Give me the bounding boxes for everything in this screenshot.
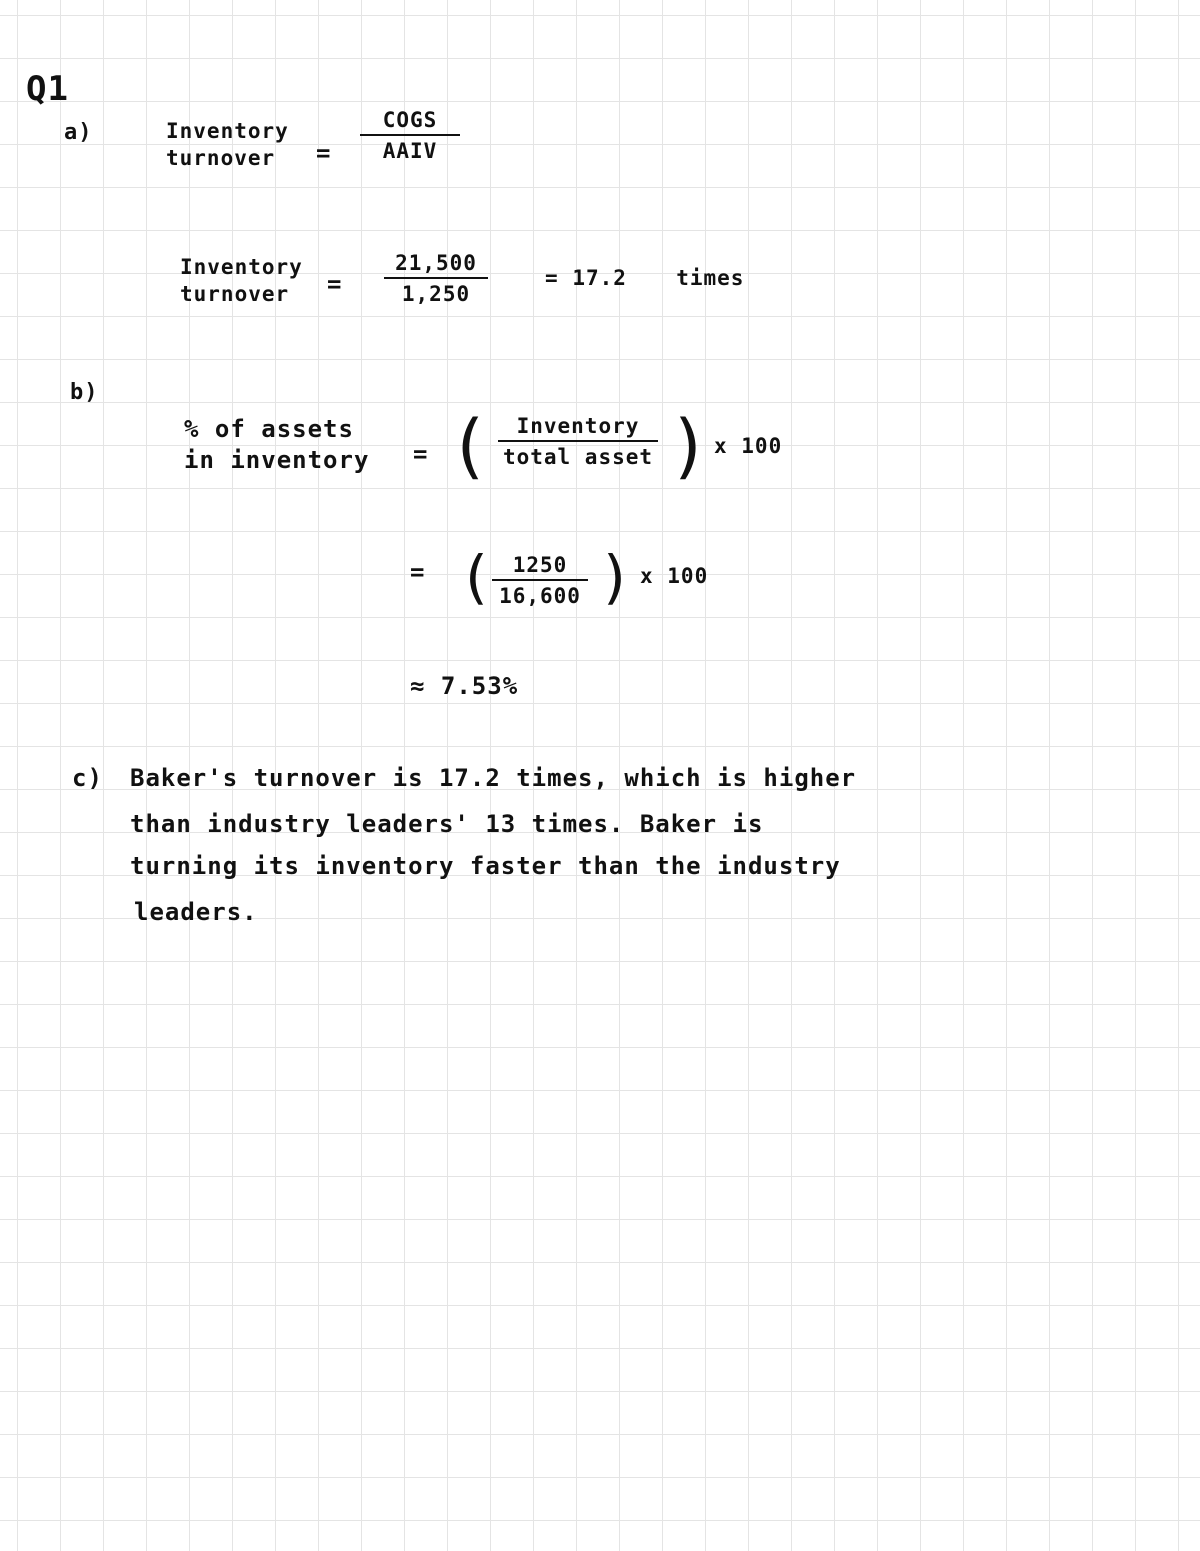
result-17-2-times: [545, 268, 744, 289]
fraction-1250-16600: [492, 555, 588, 607]
lhs-bottom: turnover: [166, 146, 276, 171]
lhs-top: % of assets: [184, 415, 354, 443]
fraction-denominator: AAIV: [382, 139, 438, 163]
part-c-label: c): [72, 764, 103, 792]
fraction-numerator: 1250: [492, 555, 588, 581]
answer-line: leaders.: [134, 898, 258, 926]
equals-sign: =: [316, 139, 332, 167]
close-paren: ): [668, 405, 711, 487]
part-a-eq2-lhs: [180, 254, 303, 309]
fraction-numerator: COGS: [360, 110, 460, 136]
fraction-denominator: 1,250: [401, 282, 471, 306]
part-a-eq1-lhs: [166, 118, 289, 173]
result-equals: =: [545, 266, 559, 290]
result-unit: times: [676, 266, 745, 290]
part-b-lhs: [184, 414, 369, 476]
lhs-top: Inventory: [166, 119, 289, 143]
approx-sign: ≈: [410, 672, 426, 700]
lhs-top: Inventory: [180, 255, 303, 279]
answer-line: than industry leaders' 13 times. Baker is: [130, 810, 764, 838]
approx-result: [410, 674, 518, 698]
open-paren: (: [448, 405, 491, 487]
fraction-denominator: 16,600: [499, 584, 581, 608]
answer-line: turning its inventory faster than the industry: [130, 852, 841, 880]
part-a-label: a): [64, 120, 93, 145]
lhs-bottom: in inventory: [184, 446, 370, 475]
fraction-numerator: Inventory: [498, 416, 658, 442]
answer-line: Baker's turnover is 17.2 times, which is higher: [130, 764, 857, 792]
question-title: Q1: [26, 69, 69, 109]
lhs-bottom: turnover: [180, 282, 290, 307]
open-paren: (: [458, 543, 493, 611]
fraction-denominator: total asset: [502, 445, 654, 469]
equals-sign: =: [410, 558, 426, 586]
fraction-numerator: 21,500: [384, 253, 488, 279]
fraction-cogs-aaiv: [360, 110, 460, 162]
equals-sign: =: [327, 270, 343, 298]
approx-value: 7.53%: [440, 672, 519, 700]
equals-sign: =: [413, 440, 429, 468]
fraction-21500-1250: [384, 253, 488, 305]
fraction-inventory-total-asset: [498, 416, 658, 468]
close-paren: ): [598, 543, 633, 611]
result-value: 17.2: [572, 266, 627, 290]
times-100: x 100: [640, 564, 709, 588]
times-100: x 100: [714, 434, 783, 458]
part-b-label: b): [70, 380, 99, 405]
